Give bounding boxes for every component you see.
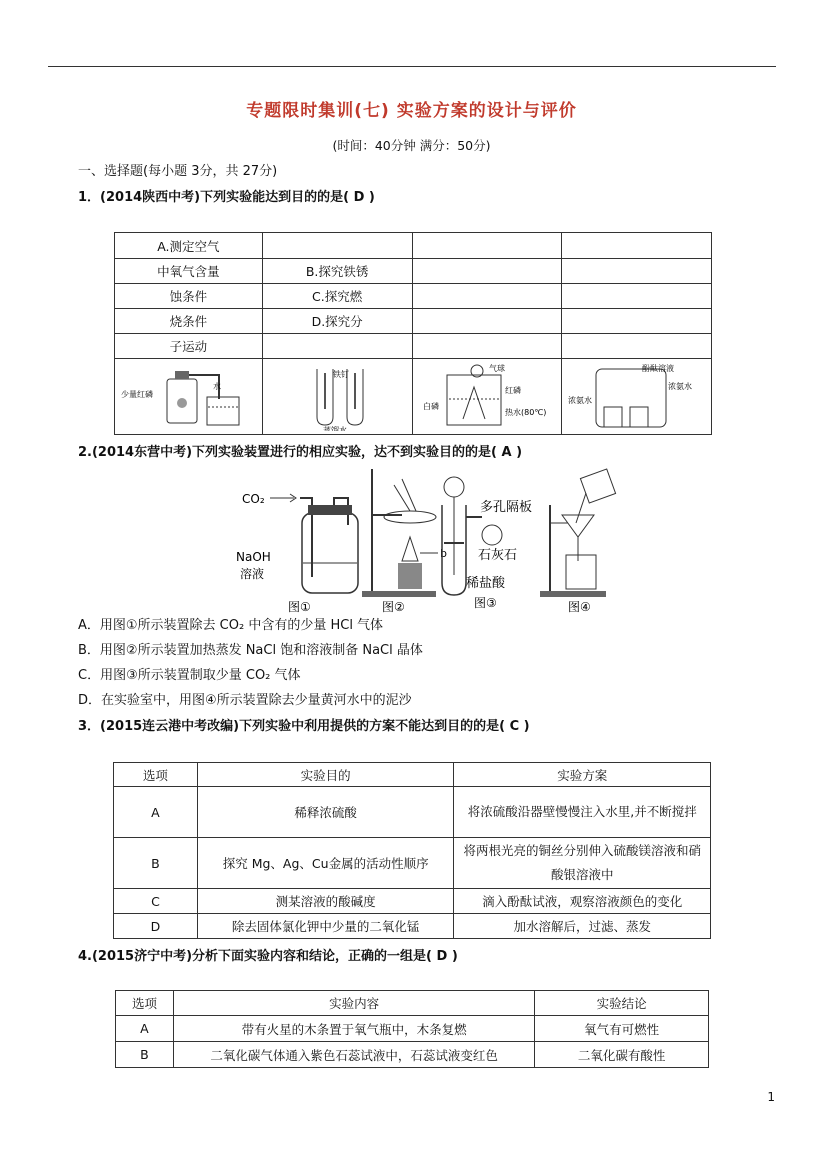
table-cell: D.探究分 [262, 309, 412, 334]
table-row [114, 914, 711, 939]
fig-label: b [440, 547, 447, 560]
fig-label: 稀盐酸 [466, 576, 506, 591]
table-row [115, 233, 712, 259]
stand-base [540, 591, 606, 597]
beaker-shape [630, 407, 648, 427]
fig-label: 图③ [474, 596, 497, 610]
fig-label: CO₂ [242, 492, 265, 506]
column-header: 选项 [114, 763, 198, 787]
table-row [114, 838, 711, 889]
header-rule [48, 66, 776, 67]
q1-figure-d-cell [562, 359, 712, 435]
stand-base [362, 591, 436, 597]
fig-label: 白磷 [422, 402, 439, 411]
question-2-stem: 2.(2014东营中考)下列实验装置进行的相应实验，达不到实验目的的是( A ) [78, 445, 523, 460]
column-header: 实验方案 [454, 763, 711, 787]
table-cell [262, 233, 412, 259]
page-subtitle: (时间：40分钟 满分：50分) [332, 138, 491, 153]
lamp-shape [398, 563, 422, 589]
table-cell [562, 309, 712, 334]
table-row [115, 359, 712, 435]
table-cell: 带有火星的木条置于氧气瓶中，木条复燃 [173, 1016, 534, 1042]
table-cell: 稀释浓硫酸 [197, 787, 454, 838]
table-cell: 二氧化碳有酸性 [535, 1042, 709, 1068]
table-cell: B [116, 1042, 174, 1068]
table-row [115, 259, 712, 284]
q1-figure-b-cell [262, 359, 412, 435]
question-3-stem: 3．(2015连云港中考改编)下列实验中利用提供的方案不能达到目的的是( C ) [78, 719, 530, 734]
fig-label: 图④ [568, 600, 591, 614]
table-header-row [114, 763, 711, 787]
table-cell [412, 284, 562, 309]
question-4-stem: 4.(2015济宁中考)分析下面实验内容和结论，正确的一组是( D ) [78, 949, 458, 964]
funnel-bulb [444, 477, 464, 497]
table-cell: D [114, 914, 198, 939]
page-number: 1 [767, 1090, 775, 1104]
dish-shape [384, 511, 436, 523]
pouring-beaker [580, 469, 615, 503]
table-cell: A [116, 1016, 174, 1042]
table-cell: 探究 Mg、Ag、Cu金属的活动性顺序 [197, 838, 454, 889]
flame-shape [177, 398, 187, 408]
stopper-shape [175, 371, 189, 379]
fig-label: 多孔隔板 [480, 500, 533, 515]
table-row [114, 787, 711, 838]
q1-figure-a [119, 359, 257, 431]
funnel-shape [550, 515, 594, 561]
table-cell: 将浓硫酸沿器壁慢慢注入水里,并不断搅拌 [454, 787, 711, 838]
q1-figure-d [566, 359, 706, 431]
table-cell: 中氧气含量 [115, 259, 263, 284]
table-cell: 加水溶解后，过滤、蒸发 [454, 914, 711, 939]
q1-figure-b [267, 359, 407, 431]
tube-shape [463, 387, 485, 419]
lamp-flame [402, 537, 418, 561]
bottle-shape [302, 513, 358, 593]
q1-figure-c [417, 359, 557, 431]
table-cell: 氧气有可燃性 [535, 1016, 709, 1042]
table-row [115, 309, 712, 334]
table-cell [562, 334, 712, 359]
beaker-shape [566, 555, 596, 589]
q3-table [113, 762, 711, 939]
fig-label: 热水(80℃) [504, 408, 546, 417]
beaker-shape [604, 407, 622, 427]
table-row [114, 889, 711, 914]
fig-label: 图① [288, 600, 311, 614]
beaker-shape [207, 397, 239, 425]
column-header: 实验内容 [173, 991, 534, 1016]
table-cell [412, 309, 562, 334]
q1-figure-c-cell [412, 359, 562, 435]
table-cell [412, 259, 562, 284]
table-cell: C [114, 889, 198, 914]
section-heading: 一、选择题(每小题 3分，共 27分) [78, 164, 278, 179]
option-a: A．用图①所示装置除去 CO₂ 中含有的少量 HCl 气体 [78, 618, 384, 633]
q2-figure [232, 465, 622, 615]
table-row [116, 1042, 709, 1068]
fig-label: 水 [213, 382, 221, 391]
fig-label: 红磷 [504, 386, 521, 395]
question-1-stem: 1．(2014陕西中考)下列实验能达到目的的是( D ) [78, 190, 375, 205]
table-row [115, 284, 712, 309]
table-cell: A [114, 787, 198, 838]
table-cell: B.探究铁锈 [262, 259, 412, 284]
q4-table [115, 990, 709, 1068]
table-cell [262, 334, 412, 359]
table-cell [562, 284, 712, 309]
page-title: 专题限时集训(七) 实验方案的设计与评价 [246, 101, 577, 121]
fig-label: 少量红磷 [121, 390, 153, 399]
table-cell: 子运动 [115, 334, 263, 359]
fig-label: 溶液 [240, 567, 265, 581]
option-d: D．在实验室中，用图④所示装置除去少量黄河水中的泥沙 [78, 693, 412, 708]
fig-label: 浓氨水 [668, 382, 693, 391]
table-cell: 将两根光亮的铜丝分别伸入硫酸镁溶液和硝酸银溶液中 [454, 838, 711, 889]
table-cell: 烧条件 [115, 309, 263, 334]
fig-label: 浓氨水 [568, 396, 593, 405]
fig-label: 图② [382, 600, 405, 614]
fig-label: 蒸馏水 [322, 426, 347, 431]
fig-label: 铁钉 [332, 370, 349, 379]
table-cell: 蚀条件 [115, 284, 263, 309]
table-cell [562, 233, 712, 259]
rod-shape [394, 479, 416, 511]
q1-table [114, 232, 712, 435]
fig-label: 酚酞溶液 [642, 364, 675, 373]
table-cell: 二氧化碳气体通入紫色石蕊试液中，石蕊试液变红色 [173, 1042, 534, 1068]
table-cell: 测某溶液的酸碱度 [197, 889, 454, 914]
table-cell: B [114, 838, 198, 889]
table-cell [562, 259, 712, 284]
fig-label: 气球 [488, 364, 505, 373]
column-header: 实验目的 [197, 763, 454, 787]
column-header: 选项 [116, 991, 174, 1016]
table-row [116, 1016, 709, 1042]
fig-label: 石灰石 [478, 548, 518, 563]
plate-detail [482, 525, 502, 545]
stopper-shape [308, 505, 352, 515]
table-row [115, 334, 712, 359]
glass-rod [576, 493, 586, 523]
q1-figure-a-cell [115, 359, 263, 435]
option-c: C．用图③所示装置制取少量 CO₂ 气体 [78, 668, 301, 683]
table-cell: A.测定空气 [115, 233, 263, 259]
table-cell: 滴入酚酞试液，观察溶液颜色的变化 [454, 889, 711, 914]
table-cell [412, 334, 562, 359]
table-cell [412, 233, 562, 259]
fig-label: NaOH [236, 550, 271, 564]
option-b: B．用图②所示装置加热蒸发 NaCl 饱和溶液制备 NaCl 晶体 [78, 643, 423, 658]
bell-jar-shape [596, 369, 666, 427]
beaker-shape [447, 375, 501, 425]
column-header: 实验结论 [535, 991, 709, 1016]
table-cell: C.探究燃 [262, 284, 412, 309]
table-header-row [116, 991, 709, 1016]
table-cell: 除去固体氯化钾中少量的二氧化锰 [197, 914, 454, 939]
